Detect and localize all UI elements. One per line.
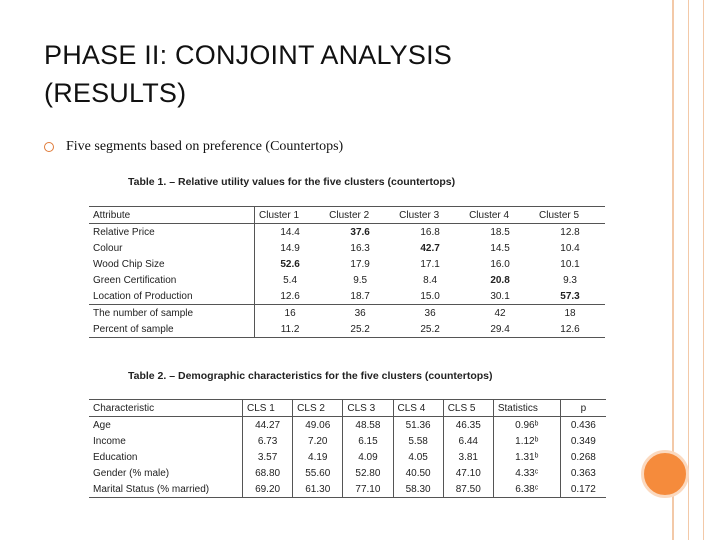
table1-relative-utility: [89, 206, 605, 338]
table-cell: 42.7: [420, 242, 440, 254]
table-cell: 4.09: [343, 449, 393, 465]
table-cell: 0.172: [570, 483, 596, 495]
table-cell: Percent of sample: [89, 321, 255, 338]
table-cell: Location of Production: [89, 288, 255, 305]
table-cell: Green Certification: [89, 272, 255, 288]
table-cell: 20.8: [490, 274, 510, 286]
table-cell: 58.30: [393, 481, 443, 498]
table-cell: Wood Chip Size: [89, 256, 255, 272]
table-cell: 0.268: [570, 451, 596, 463]
table-cell: 3.57: [243, 449, 293, 465]
table-cell: 37.6: [350, 226, 370, 238]
decorative-border-band: [688, 0, 704, 540]
table-cell: 6.73: [243, 433, 293, 449]
table1-header: Cluster 4: [469, 209, 510, 221]
table-cell: 0.96ᵇ: [493, 417, 560, 434]
table-cell: 29.4: [490, 323, 510, 335]
table-cell: 16.8: [420, 226, 440, 238]
table2-header: Characteristic: [89, 400, 243, 417]
title-line-1: PHASE II: CONJOINT ANALYSIS: [44, 40, 453, 70]
table-cell: 4.05: [393, 449, 443, 465]
table-cell: 47.10: [443, 465, 493, 481]
table-cell: 1.12ᵇ: [493, 433, 560, 449]
table-cell: 15.0: [420, 290, 440, 302]
table-cell: 17.9: [350, 258, 370, 270]
table-row: [89, 449, 606, 465]
table-cell: 30.1: [490, 290, 510, 302]
table-cell: 44.27: [243, 417, 293, 434]
table-cell: 9.5: [353, 274, 368, 286]
circle-bullet-icon: [44, 142, 54, 152]
table-cell: 16.3: [350, 242, 370, 254]
table-cell: Income: [89, 433, 243, 449]
table-cell: 18.7: [350, 290, 370, 302]
table-cell: 6.44: [443, 433, 493, 449]
table-cell: 51.36: [393, 417, 443, 434]
decorative-circle: [641, 450, 689, 498]
table-cell: 12.6: [280, 290, 300, 302]
table-cell: 11.2: [280, 323, 300, 335]
table-cell: 69.20: [243, 481, 293, 498]
table-cell: 77.10: [343, 481, 393, 498]
table-cell: 7.20: [293, 433, 343, 449]
table-row: [89, 272, 605, 288]
table-cell: 10.4: [560, 242, 580, 254]
title-line-2: (RESULTS): [44, 78, 187, 108]
table-cell: 16: [284, 307, 296, 319]
bullet-item: [44, 139, 343, 155]
table-cell: 18: [564, 307, 576, 319]
table-row: [89, 433, 606, 449]
table-row: [89, 240, 605, 256]
table-cell: 5.58: [393, 433, 443, 449]
table-row: [89, 417, 606, 434]
table-cell: 42: [494, 307, 506, 319]
table-cell: 4.33ᶜ: [493, 465, 560, 481]
table2-demographics: [89, 399, 606, 498]
table-cell: 12.8: [560, 226, 580, 238]
table-cell: 87.50: [443, 481, 493, 498]
table-cell: 36: [424, 307, 436, 319]
table2-header: p: [580, 402, 587, 414]
table-cell: 18.5: [490, 226, 510, 238]
table-cell: Gender (% male): [89, 465, 243, 481]
table-cell: 16.0: [490, 258, 510, 270]
slide-title: [44, 36, 644, 112]
table2-header: CLS 5: [443, 400, 493, 417]
table-row: [89, 321, 605, 338]
table-cell: 40.50: [393, 465, 443, 481]
table-cell: 0.363: [570, 467, 596, 479]
table-cell: 3.81: [443, 449, 493, 465]
table-cell: 68.80: [243, 465, 293, 481]
table1-header: Cluster 5: [539, 209, 580, 221]
table-cell: 1.31ᵇ: [493, 449, 560, 465]
table-cell: 9.3: [563, 274, 577, 286]
table-cell: 48.58: [343, 417, 393, 434]
table2-header: Statistics: [493, 400, 560, 417]
table-cell: 57.3: [560, 290, 580, 302]
table-cell: 6.38ᶜ: [493, 481, 560, 498]
table-cell: The number of sample: [89, 305, 255, 322]
table-cell: 14.9: [280, 242, 300, 254]
table2-header: CLS 2: [293, 400, 343, 417]
table-cell: 52.6: [280, 258, 300, 270]
table-row: [89, 288, 605, 305]
table-cell: 4.19: [293, 449, 343, 465]
table-cell: 0.349: [570, 435, 596, 447]
table-cell: 12.6: [560, 323, 580, 335]
table-row: [89, 224, 605, 241]
table-cell: 25.2: [350, 323, 370, 335]
table-cell: Relative Price: [89, 224, 255, 241]
table2-header: CLS 4: [393, 400, 443, 417]
table1-header: Cluster 2: [329, 209, 370, 221]
table-cell: 52.80: [343, 465, 393, 481]
table-cell: 5.4: [283, 274, 298, 286]
table-cell: 10.1: [560, 258, 580, 270]
table-cell: 49.06: [293, 417, 343, 434]
table-cell: 17.1: [420, 258, 440, 270]
table2-header: CLS 3: [343, 400, 393, 417]
table2-caption: Table 2. – Demographic characteristics for the five clusters (countertops): [128, 370, 493, 382]
bullet-text: Five segments based on preference (Countertops): [66, 139, 344, 154]
table-row: [89, 305, 605, 322]
table-row: [89, 465, 606, 481]
table-cell: 25.2: [420, 323, 440, 335]
table-cell: Colour: [89, 240, 255, 256]
table-cell: 14.5: [490, 242, 510, 254]
table-row: [89, 481, 606, 498]
table-cell: 36: [354, 307, 366, 319]
table-row: [89, 256, 605, 272]
table-cell: Age: [89, 417, 243, 434]
table-cell: 0.436: [570, 419, 596, 431]
table-cell: 46.35: [443, 417, 493, 434]
table1-header: Cluster 1: [259, 209, 300, 221]
table-cell: Marital Status (% married): [89, 481, 243, 498]
table2-header: CLS 1: [243, 400, 293, 417]
table-cell: Education: [89, 449, 243, 465]
table-cell: 55.60: [293, 465, 343, 481]
table-cell: 6.15: [343, 433, 393, 449]
table1-header: Cluster 3: [399, 209, 440, 221]
table1-header: Attribute: [89, 207, 255, 224]
table-cell: 14.4: [280, 226, 300, 238]
table1-caption: Table 1. – Relative utility values for the five clusters (countertops): [128, 176, 456, 188]
table-cell: 61.30: [293, 481, 343, 498]
table-cell: 8.4: [423, 274, 438, 286]
